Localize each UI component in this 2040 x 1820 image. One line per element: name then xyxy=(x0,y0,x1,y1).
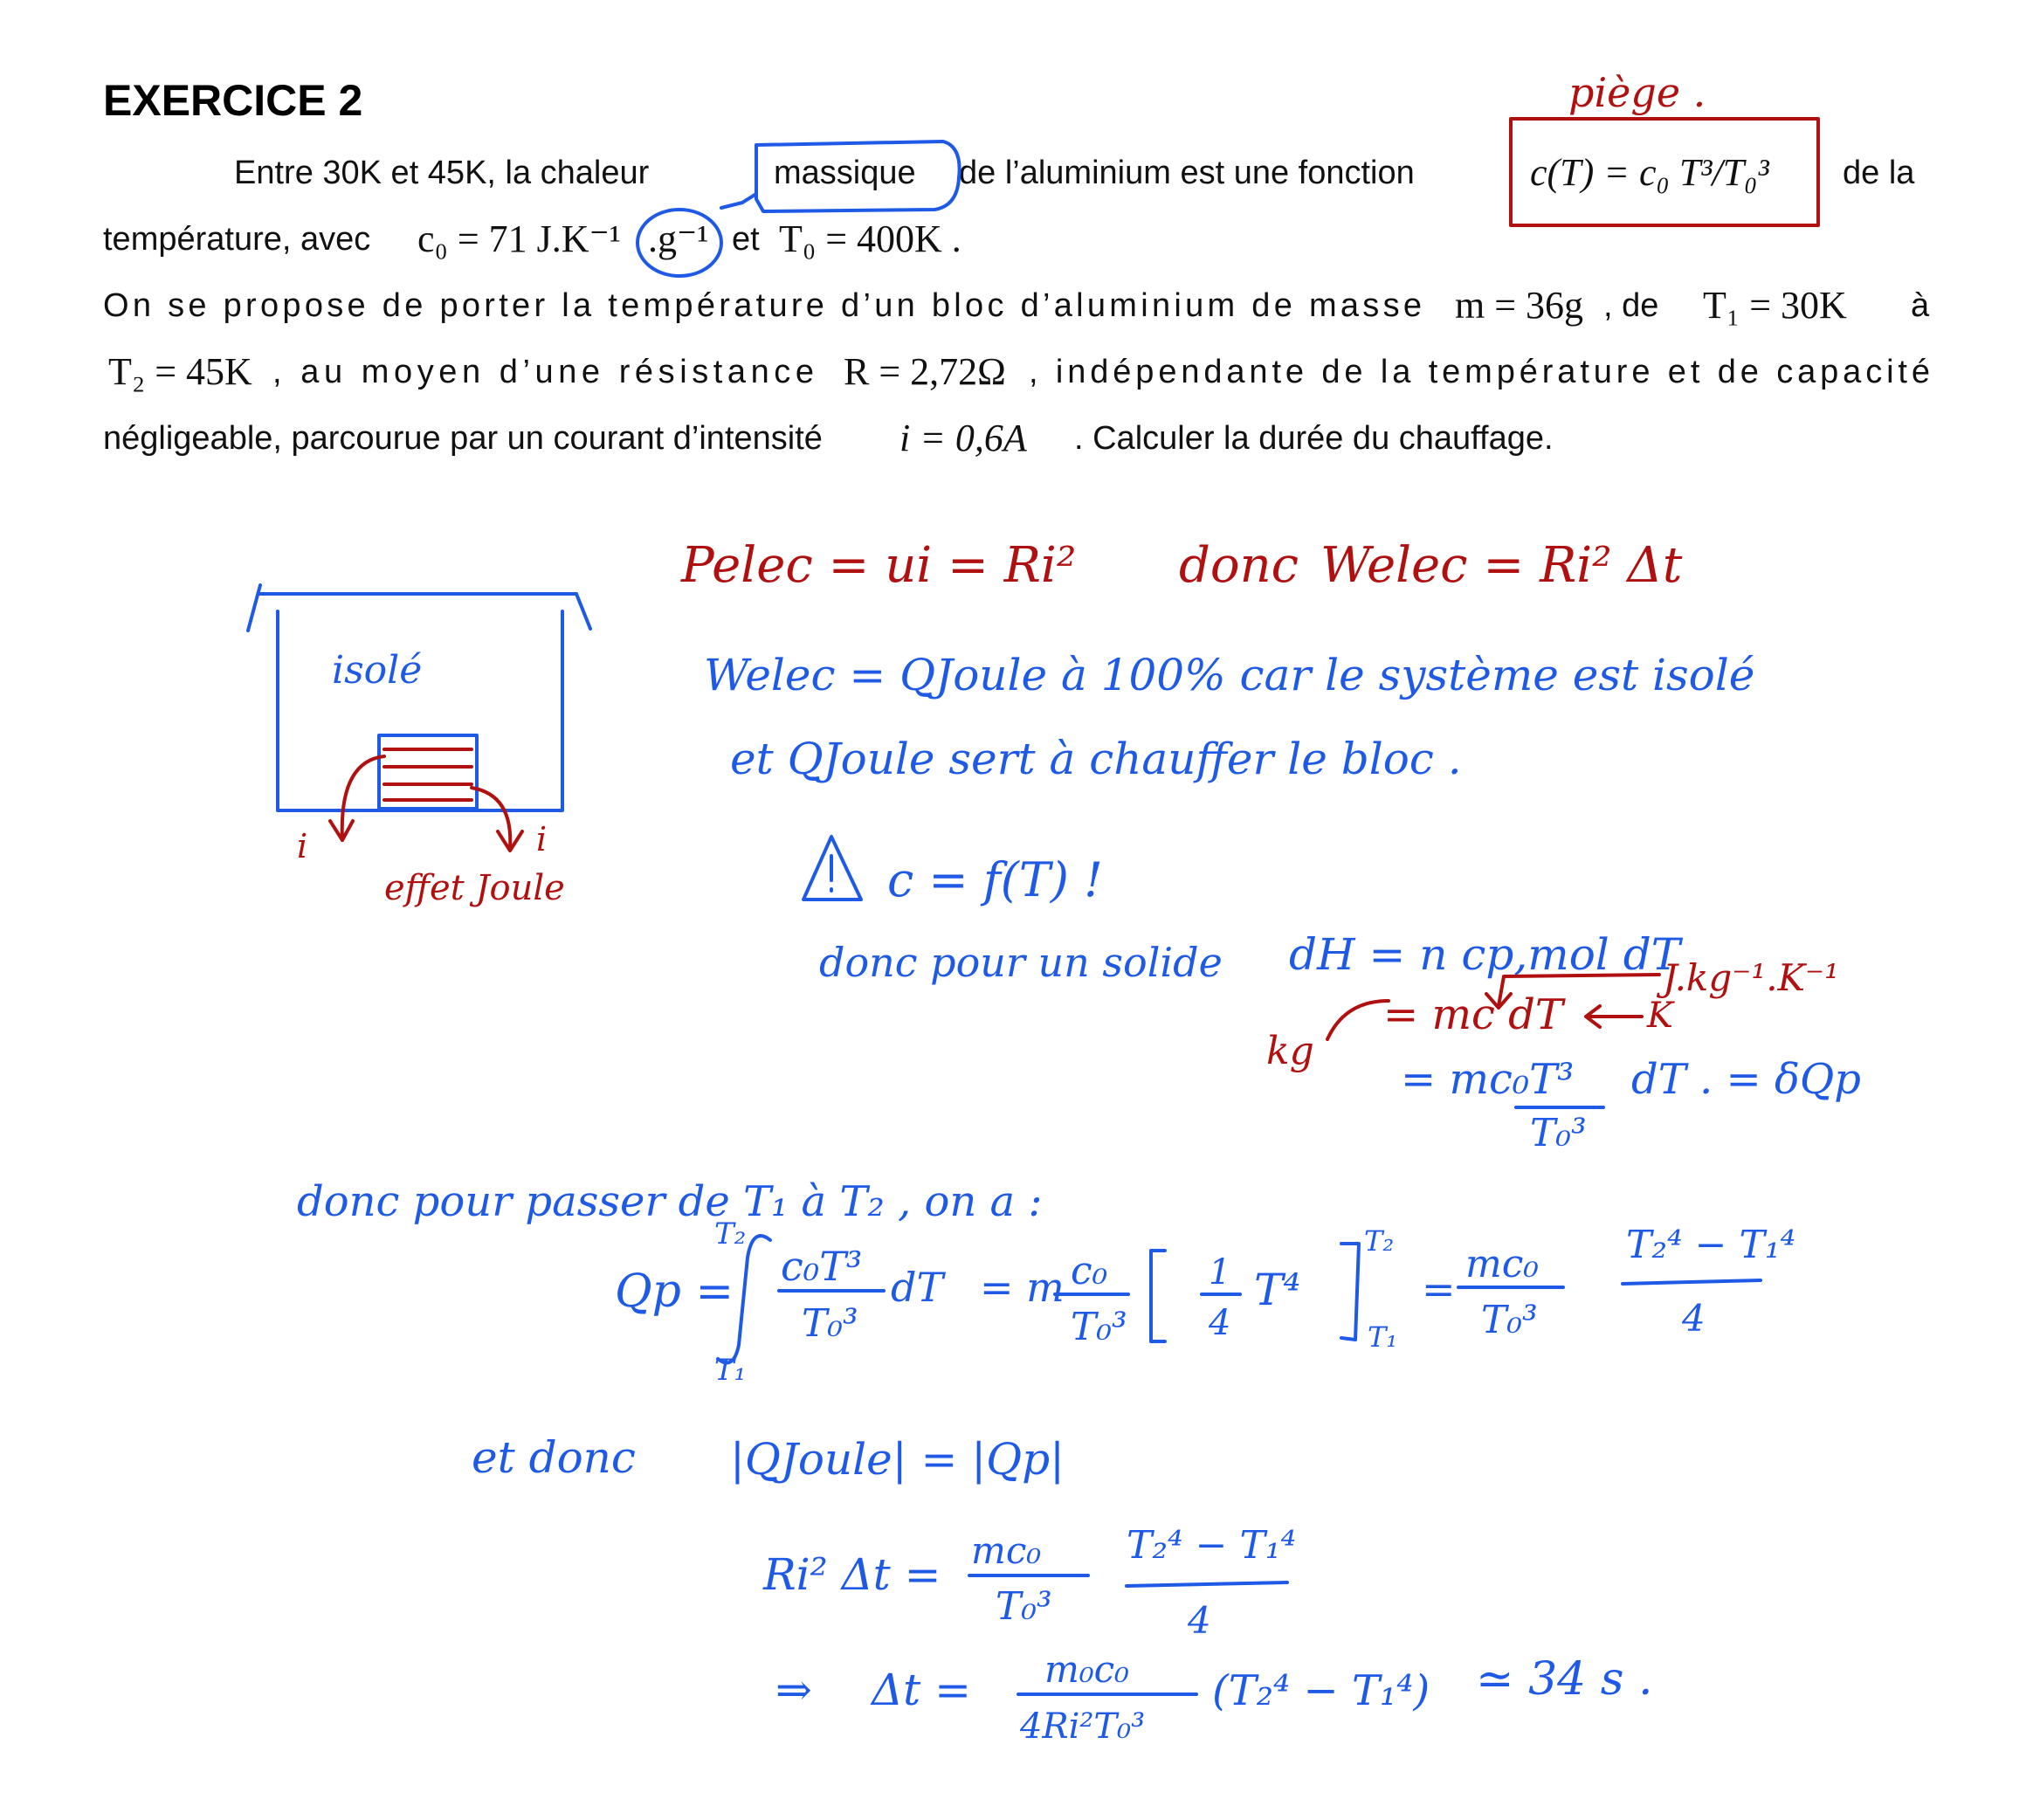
donc-red: donc xyxy=(1179,537,1299,594)
energy-balance-equation xyxy=(762,1523,1296,1642)
enclosure-walls xyxy=(278,611,562,810)
bracket-right xyxy=(1341,1244,1359,1340)
bracket-num: 1 xyxy=(1209,1252,1231,1293)
lid-left-edge xyxy=(248,585,260,631)
blue-line4: donc pour passer de T₁ à T₂ , on a : xyxy=(297,1177,1043,1226)
eq1-numerator: = mc₀T³ xyxy=(1401,1055,1575,1104)
p1-text-b: de l’aluminium est une fonction xyxy=(959,155,1415,191)
frac4-den: 4 xyxy=(1682,1297,1706,1340)
p1-text-d: température, avec xyxy=(103,221,371,258)
frac2-num: c₀ xyxy=(1071,1249,1108,1293)
p1-c0: c₀ = 71 J.K⁻¹ xyxy=(417,217,621,260)
current-in-label: i xyxy=(297,827,308,865)
abs-equality: |QJoule| = |Qp| xyxy=(730,1434,1065,1485)
p2-T1: T₁ = 30K xyxy=(1703,284,1847,327)
T-fourth: T⁴ xyxy=(1254,1265,1301,1315)
bracket-den: 4 xyxy=(1209,1303,1231,1343)
pelec-eq: Pelec = ui = Ri² xyxy=(681,537,1077,594)
p2-i: i = 0,6A xyxy=(899,417,1027,459)
frac6-den: 4 xyxy=(1188,1599,1211,1642)
frac6-num: T₂⁴ − T₁⁴ xyxy=(1127,1523,1297,1568)
frac3-den: T₀³ xyxy=(1481,1298,1538,1342)
frac7-num: m₀c₀ xyxy=(1044,1648,1130,1691)
p1-T0: T₀ = 400K . xyxy=(779,217,961,260)
frac1-num: c₀T³ xyxy=(781,1243,863,1290)
frac5-den: T₀³ xyxy=(996,1584,1052,1629)
Qp-label: Qp = xyxy=(615,1265,734,1318)
result-value: ≃ 34 s . xyxy=(1476,1653,1653,1706)
p2-line1-a: On se propose de porter la température d’un bloc d’aluminium de masse xyxy=(103,287,1422,324)
eq1-denominator: T₀³ xyxy=(1530,1111,1587,1155)
frac7-den: 4Ri²T₀³ xyxy=(1020,1706,1146,1747)
isole-label: isolé xyxy=(332,648,423,693)
eq-sign: = xyxy=(1422,1265,1456,1313)
integral-lower: T₁ xyxy=(714,1353,747,1388)
blue-line3: donc pour un solide xyxy=(819,939,1223,986)
mc-dT: = mc dT xyxy=(1383,990,1563,1039)
bracket-upper: T₂ xyxy=(1364,1224,1395,1258)
p2-m: m = 36g xyxy=(1455,284,1584,327)
p2-line3-b: . Calculer la durée du chauffage. xyxy=(1074,420,1554,457)
frac6-bar xyxy=(1127,1582,1287,1586)
paren-expr: (T₂⁴ − T₁⁴) xyxy=(1212,1666,1430,1715)
p1-text-a: Entre 30K et 45K, la chaleur xyxy=(234,155,650,191)
massique-link xyxy=(721,194,756,208)
eq-m: = m xyxy=(980,1264,1065,1311)
current-out-label: i xyxy=(536,820,548,858)
ri2dt: Ri² Δt = xyxy=(763,1549,941,1600)
p1-text-e: et xyxy=(732,221,760,258)
kg-label: kg xyxy=(1266,1029,1314,1073)
implies-arrow: ⇒ xyxy=(775,1665,812,1715)
c-function-of-T: c = f(T) ! xyxy=(887,852,1103,907)
frac1-den: T₀³ xyxy=(802,1301,858,1346)
p1-word-massique: massique xyxy=(774,155,916,191)
bracket-left xyxy=(1151,1251,1165,1341)
p2-R: R = 2,72Ω xyxy=(844,350,1006,393)
units-label: J.kg⁻¹.K⁻¹ xyxy=(1663,956,1840,999)
frac4-num: T₂⁴ − T₁⁴ xyxy=(1626,1223,1796,1267)
aluminium-block xyxy=(379,735,477,809)
piege-note: piège . xyxy=(1568,69,1706,116)
welec-eq: Welec = Ri² Δt xyxy=(1320,537,1683,594)
integral-dT: dT xyxy=(891,1264,944,1311)
frac4-bar xyxy=(1623,1280,1761,1284)
p2-line1-b: , de xyxy=(1603,287,1659,324)
p1-g-unit: .g⁻¹ xyxy=(648,217,709,260)
lid-right-edge xyxy=(576,594,590,629)
p2-line3-a: négligeable, parcourue par un courant d’intensité xyxy=(103,420,823,457)
insulated-enclosure-diagram xyxy=(248,585,590,908)
effet-joule-label: effet Joule xyxy=(384,868,565,908)
frac5-num: mc₀ xyxy=(971,1529,1042,1572)
integral-equation xyxy=(615,1217,1795,1388)
kg-arrow xyxy=(1327,1001,1389,1039)
K-label: K xyxy=(1647,996,1673,1036)
p1-text-c: de la xyxy=(1843,155,1915,191)
result-equation xyxy=(775,1648,1653,1747)
dt-eq: Δt = xyxy=(872,1665,971,1715)
resistor-coil xyxy=(384,749,472,800)
et-donc: et donc xyxy=(472,1432,636,1483)
blue-line2: et QJoule sert à chauffer le bloc . xyxy=(730,734,1462,784)
frac3-num: mc₀ xyxy=(1465,1242,1540,1286)
p2-T2: T₂ = 45K xyxy=(108,350,252,393)
frac2-den: T₀³ xyxy=(1071,1305,1127,1349)
p2-line2-a: , au moyen d’une résistance xyxy=(272,354,814,390)
exercise-title: EXERCICE 2 xyxy=(103,76,363,125)
p2-line2-b: , indépendante de la température et de capacité xyxy=(1029,354,1930,390)
integral-upper: T₂ xyxy=(714,1217,747,1251)
p1-formula: c(T) = c₀ T³/T₀³ xyxy=(1530,151,1769,194)
eq1-rest: dT . = δQp xyxy=(1631,1055,1861,1104)
blue-line1: Welec = QJoule à 100% car le système est isolé xyxy=(704,650,1755,700)
p2-line1-c: à xyxy=(1911,287,1930,324)
bracket-lower: T₁ xyxy=(1368,1320,1398,1354)
dH-eq: dH = n cp,mol dT xyxy=(1289,929,1681,980)
